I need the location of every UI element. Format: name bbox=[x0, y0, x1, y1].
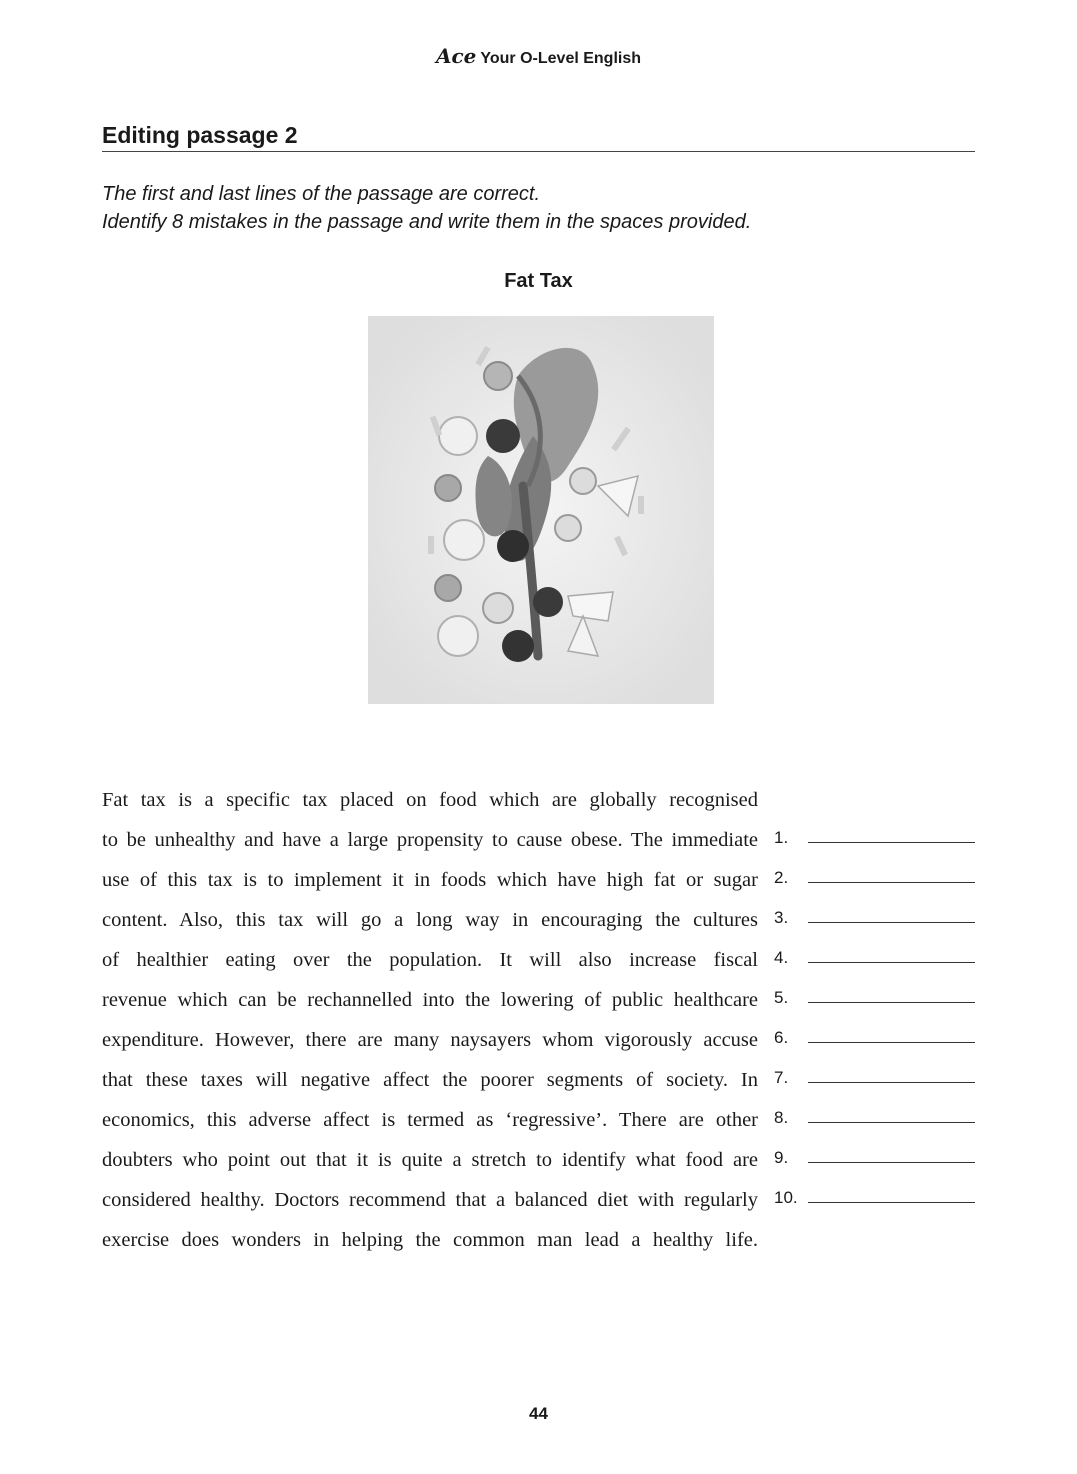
answer-number: 2. bbox=[774, 868, 789, 887]
answer-number: 10. bbox=[774, 1188, 798, 1207]
answer-row[interactable] bbox=[774, 980, 975, 1020]
answer-blank[interactable] bbox=[808, 842, 975, 843]
passage-line: exercise does wonders in helping the common man lead a healthy life. bbox=[102, 1229, 758, 1251]
answer-row[interactable] bbox=[774, 940, 975, 980]
passage-line: doubters who point out that it is quite a stretch to identify what food are bbox=[102, 1149, 758, 1171]
answer-number: 8. bbox=[774, 1108, 789, 1127]
section-title: Editing passage 2 bbox=[102, 122, 975, 152]
brand-logo: Ace bbox=[435, 44, 477, 68]
answer-number: 9. bbox=[774, 1148, 789, 1167]
answer-row[interactable] bbox=[774, 860, 975, 900]
answer-blank[interactable] bbox=[808, 1122, 975, 1123]
passage-line: use of this tax is to implement it in foods which have high fat or sugar bbox=[102, 869, 758, 891]
answer-blank[interactable] bbox=[808, 882, 975, 883]
book-title: Your O-Level English bbox=[480, 50, 642, 67]
passage-line: considered healthy. Doctors recommend that a balanced diet with regularly bbox=[102, 1189, 758, 1211]
answer-blank[interactable] bbox=[808, 1042, 975, 1043]
passage-line: revenue which can be rechannelled into the lowering of public healthcare bbox=[102, 989, 758, 1011]
answer-number: 7. bbox=[774, 1068, 789, 1087]
passage-title: Fat Tax bbox=[504, 270, 573, 292]
answer-number: 1. bbox=[774, 828, 789, 847]
answer-row[interactable] bbox=[774, 820, 975, 860]
answer-row[interactable] bbox=[774, 1180, 975, 1220]
page-number: 44 bbox=[529, 1404, 548, 1423]
answer-column bbox=[774, 820, 975, 1220]
answer-blank[interactable] bbox=[808, 1162, 975, 1163]
answer-blank[interactable] bbox=[808, 1202, 975, 1203]
passage-line: economics, this adverse affect is termed as ‘regressive’. There are other bbox=[102, 1109, 758, 1131]
answer-number: 4. bbox=[774, 948, 789, 967]
answer-blank[interactable] bbox=[808, 962, 975, 963]
answer-row[interactable] bbox=[774, 900, 975, 940]
instruction-line: The first and last lines of the passage are correct. bbox=[102, 183, 540, 205]
answer-row[interactable] bbox=[774, 1140, 975, 1180]
passage-line: content. Also, this tax will go a long way in encouraging the cultures bbox=[102, 909, 758, 931]
answer-row[interactable] bbox=[774, 1060, 975, 1100]
answer-blank[interactable] bbox=[808, 922, 975, 923]
running-header bbox=[0, 44, 1077, 68]
answer-number: 6. bbox=[774, 1028, 789, 1047]
answer-number: 3. bbox=[774, 908, 789, 927]
instruction-line: Identify 8 mistakes in the passage and write them in the spaces provided. bbox=[102, 211, 752, 233]
instructions bbox=[102, 180, 975, 236]
vegetables-photo bbox=[368, 316, 714, 704]
answer-number: 5. bbox=[774, 988, 789, 1007]
passage-line: Fat tax is a specific tax placed on food which are globally recognised bbox=[102, 789, 758, 811]
passage-line: to be unhealthy and have a large propensity to cause obese. The immediate bbox=[102, 829, 758, 851]
passage-line: expenditure. However, there are many naysayers whom vigorously accuse bbox=[102, 1029, 758, 1051]
answer-row[interactable] bbox=[774, 1020, 975, 1060]
answer-row[interactable] bbox=[774, 1100, 975, 1140]
answer-blank[interactable] bbox=[808, 1002, 975, 1003]
passage-line: of healthier eating over the population. It will also increase fiscal bbox=[102, 949, 758, 971]
passage-text bbox=[102, 780, 758, 1260]
answer-blank[interactable] bbox=[808, 1082, 975, 1083]
passage-line: that these taxes will negative affect the poorer segments of society. In bbox=[102, 1069, 758, 1091]
